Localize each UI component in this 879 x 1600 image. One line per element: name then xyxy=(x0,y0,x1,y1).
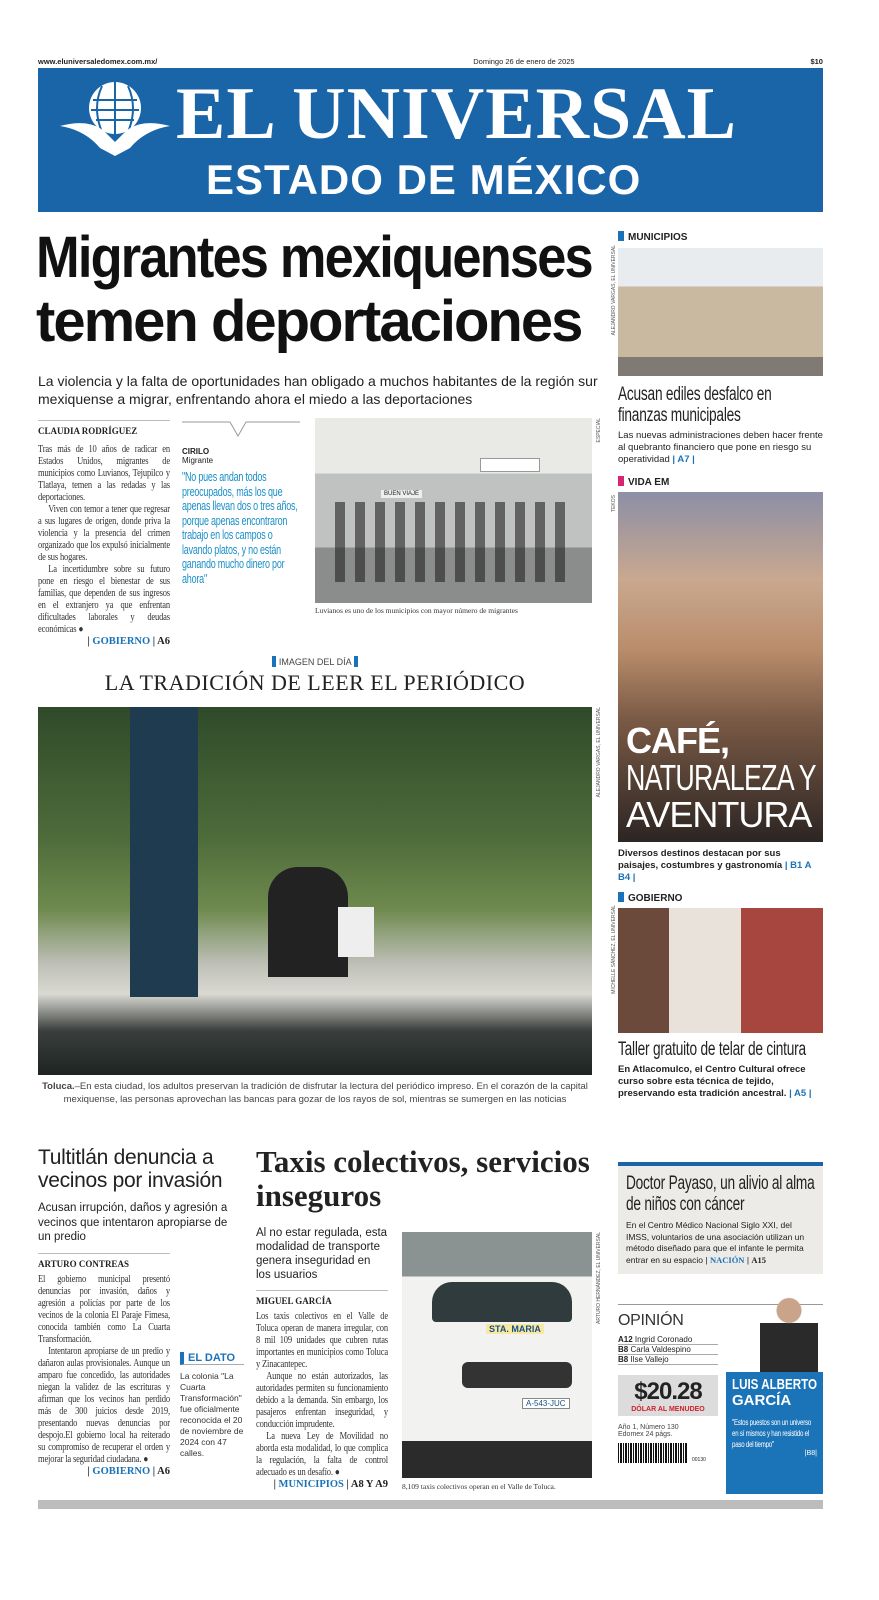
migrants-photo xyxy=(315,418,592,603)
barcode: 00130 xyxy=(618,1443,718,1463)
photo-caption: 8,109 taxis colectivos operan en el Valle de Toluca. xyxy=(402,1482,556,1491)
doctor-headline: Doctor Payaso, un alivio al alma de niños con cáncer xyxy=(626,1173,815,1215)
article-body xyxy=(38,444,170,636)
lead-headline[interactable] xyxy=(36,226,592,354)
section-ref[interactable]: | GOBIERNO | A6 xyxy=(87,636,170,647)
taxi-photo xyxy=(402,1232,592,1478)
opinion-item[interactable]: B8 Carla Valdespino xyxy=(618,1345,718,1355)
image-of-day-header xyxy=(38,656,592,696)
opinion-list xyxy=(618,1335,718,1365)
quote-name: CIRILO xyxy=(182,447,210,456)
quote-divider xyxy=(182,420,300,440)
opinion-title: OPINIÓN xyxy=(618,1312,684,1329)
lead-headline-line: Migrantes mexiquenses xyxy=(36,225,592,290)
byline: MIGUEL GARCÍA xyxy=(256,1290,388,1306)
newspaper xyxy=(338,907,374,957)
quote-role: Migrante xyxy=(182,456,214,465)
paragraph: Viven con temor a tener que regresar a sus lugares de origen, donde priva la violencia y la presencia del crimen organizado que los expulsó inicialmente de sus hogares. xyxy=(38,504,170,563)
photo-sign-office xyxy=(480,458,540,472)
section-label: GOBIERNO xyxy=(618,892,823,904)
lead-headline-line: temen deportaciones xyxy=(36,289,582,354)
lead-article xyxy=(38,420,170,647)
grille xyxy=(462,1362,572,1388)
quote-text: "No pues andan todos preocupados, más los que apenas llevan dos o tres años, porque apenas encontraron trabajo en los campos o lavando platos, y no están ganando mucho dinero por ahora" xyxy=(182,470,298,586)
image-of-day-caption: Toluca.–En esta ciudad, los adultos preservan la tradición de disfrutar la lectura del periódico impreso. En el corazón de la capital mexiquense, las personas aprovechan las bancas para gozar de los rayos de sol, mientras se sumergen en las noticias xyxy=(42,1081,588,1105)
article-body xyxy=(256,1311,388,1479)
windshield xyxy=(432,1282,572,1322)
photo-credit: ALEJANDRO VARGAS, EL UNIVERSAL xyxy=(611,245,617,336)
columnist-photo xyxy=(760,1290,818,1372)
taxis-headline[interactable]: Taxis colectivos, servicios inseguros xyxy=(256,1144,590,1213)
kicker: IMAGEN DEL DÍA xyxy=(38,656,592,667)
doctor-text: En el Centro Médico Nacional Siglo XXI, del IMSS, voluntarios de una asociación utilizan un método diseñado para que el infante le permita entrar en su espacio | NACIÓN | A15 xyxy=(626,1220,805,1265)
gobierno-text: En Atlacomulco, el Centro Cultural ofrece curso sobre esta técnica de tejido, preservando esta tradición ancestral. | A5 | xyxy=(618,1064,812,1099)
issue-price: $10 xyxy=(810,57,823,66)
columnist-name-line: LUIS ALBERTO xyxy=(732,1376,818,1393)
municipios-text: Las nuevas administraciones deben hacer frente al quebranto financiero que pone en riesgo su operatividad | A7 | xyxy=(618,430,823,465)
opinion-box xyxy=(618,1312,718,1463)
overlay-line: AVENTURA xyxy=(626,794,812,835)
paragraph: Los taxis colectivos en el Valle de Toluca operan de manera irregular, con 8 mil 109 unidades que cubren rutas importantes en municipios como Toluca y Zinacantepec. xyxy=(256,1311,388,1370)
tultitlan-headline[interactable]: Tultitlán denuncia a vecinos por invasión xyxy=(38,1146,223,1192)
lead-deck: La violencia y la falta de oportunidades han obligado a muchos habitantes de la región sur mexiquense a migrar, enfrentando ahora el miedo a las deportaciones xyxy=(38,373,598,407)
photo-credit: ARTURO HERNÁNDEZ, EL UNIVERSAL xyxy=(596,1232,602,1324)
issue-date: Domingo 26 de enero de 2025 xyxy=(473,57,575,66)
dollar-label: DÓLAR AL MENUDEO xyxy=(631,1406,705,1413)
sidebar xyxy=(618,231,823,1100)
image-of-day-title: LA TRADICIÓN DE LEER EL PERIÓDICO xyxy=(104,670,526,695)
taxi-sign: STA. MARIA xyxy=(486,1324,544,1334)
dollar-value: $20.28 xyxy=(634,1378,702,1405)
columnist-name-line: GARCÍA xyxy=(732,1392,792,1409)
article-body xyxy=(38,1274,170,1466)
section-ref[interactable]: | MUNICIPIOS | A8 Y A9 xyxy=(273,1479,388,1490)
vida-overlay-title xyxy=(626,722,816,833)
photo-sign: BUEN VIAJE xyxy=(381,490,422,498)
photo-credit: ESPECIAL xyxy=(596,418,602,443)
paragraph: El gobierno municipal presentó denuncias por invasión, daños y agresión a policías por parte de los vecinos de la colonia El Paraje Fimesa, conocida también como La Cuarta Transformación. xyxy=(38,1273,170,1345)
reading-newspaper-photo xyxy=(38,707,592,1075)
paragraph: Aunque no están autorizados, las autoridades permiten su funcionamiento debido a la demanda. Sin embargo, los pasajeros enfrentan inseguridad, y conducción imprudente. xyxy=(256,1371,388,1430)
person-silhouette xyxy=(268,867,348,977)
people-silhouettes xyxy=(335,502,575,582)
masthead-subtitle-row xyxy=(206,156,806,204)
columnist-box[interactable] xyxy=(726,1372,823,1494)
footer-bar xyxy=(38,1500,823,1509)
photo-credit: MICHELLE SÁNCHEZ, EL UNIVERSAL xyxy=(611,905,617,994)
dollar-box xyxy=(618,1375,718,1416)
masthead xyxy=(38,68,823,212)
monument-panel xyxy=(130,707,198,997)
el-dato-title: EL DATO xyxy=(180,1352,244,1365)
masthead-subtitle: ESTADO DE MÉXICO xyxy=(206,156,642,203)
loom-photo xyxy=(618,908,823,1033)
overlay-line: NATURALEZA Y xyxy=(626,757,816,798)
el-dato-box xyxy=(180,1352,244,1459)
section-label: VIDA EM xyxy=(618,476,823,488)
photo-credit: TEKOS xyxy=(611,495,617,512)
gobierno-headline[interactable]: Taller gratuito de telar de cintura xyxy=(618,1039,806,1060)
top-bar xyxy=(38,57,823,66)
city-photo xyxy=(618,492,823,842)
site-url[interactable]: www.eluniversaledomex.com.mx/ xyxy=(38,57,158,66)
photo-caption: Luvianos es uno de los municipios con mayor número de migrantes xyxy=(315,606,518,615)
overlay-line: CAFÉ, xyxy=(626,720,729,761)
el-dato-text: La colonia "La Cuarta Transformación" fue oficialmente reconocida el 20 de noviembre de 2024 con 47 calles. xyxy=(180,1371,244,1458)
municipal-palace-photo xyxy=(618,248,823,376)
license-plate: A-543-JUC xyxy=(522,1398,570,1409)
opinion-item[interactable]: B8 Ilse Vallejo xyxy=(618,1355,718,1365)
section-ref[interactable]: | GOBIERNO | A6 xyxy=(87,1465,170,1477)
byline: ARTURO CONTREAS xyxy=(38,1253,170,1269)
taxis-article xyxy=(256,1226,388,1490)
paragraph: Intentaron apropiarse de un predio y dañaron aulas provisionales. Aunque un amparo fue concedido, las autoridades niegan la validez de las escrituras y afirman que los vecinos han perdido más de 300 juicios desde 2019, presentando nuevas denuncias por despojo.El gobierno local ha reiterado su compromiso de recuperar el orden y mejorar la seguridad ciudadana. ● xyxy=(38,1345,170,1465)
columnist-name xyxy=(732,1377,817,1409)
taxis-deck: Al no estar regulada, esta modalidad de transporte genera inseguridad en los usuarios xyxy=(256,1227,388,1281)
masthead-title: EL UNIVERSAL xyxy=(176,73,738,155)
tultitlan-deck: Acusan irrupción, daños y agresión a vecinos que intentaron apropiarse de un predio xyxy=(38,1202,228,1243)
municipios-headline[interactable]: Acusan ediles desfalco en finanzas municipales xyxy=(618,384,772,426)
paragraph: Tras más de 10 años de radicar en Estados Unidos, migrantes de municipios como Luvianos, Tejupilco y Tlatlaya, temen a las redadas y las deportaciones. xyxy=(38,444,170,503)
byline: CLAUDIA RODRÍGUEZ xyxy=(38,420,170,436)
paragraph: La nueva Ley de Movilidad no aborda esta modalidad, lo que complica la regulación, la falta de control adecuado es un desafío. ● xyxy=(256,1431,388,1478)
vida-text[interactable]: Diversos destinos destacan por sus paisajes, costumbres y gastronomía | B1 A B4 | xyxy=(618,848,812,883)
columnist-ref[interactable]: |B8| xyxy=(804,1450,817,1457)
columnist-quote: "Estos puestos son un universo en sí mismos y han resistido el paso del tiempo" xyxy=(732,1417,812,1449)
opinion-item[interactable]: A12 Ingrid Coronado xyxy=(618,1335,718,1345)
lead-quote-box xyxy=(182,420,300,586)
section-label: MUNICIPIOS xyxy=(618,231,823,243)
masthead-title-row xyxy=(176,72,816,157)
edition-info: Año 1, Número 130 Edomex 24 págs. xyxy=(618,1424,679,1438)
globe-eagle-logo xyxy=(60,78,170,158)
photo-credit: ALEJANDRO VARGAS, EL UNIVERSAL xyxy=(596,707,602,798)
paragraph: La incertidumbre sobre su futuro pone en riesgo el bienestar de sus familias, que dependen de sus ingresos en el extranjero ya que enfrentan dificultades laborales y deudas económicas ● xyxy=(38,564,170,635)
doctor-payaso-box[interactable] xyxy=(618,1162,823,1274)
